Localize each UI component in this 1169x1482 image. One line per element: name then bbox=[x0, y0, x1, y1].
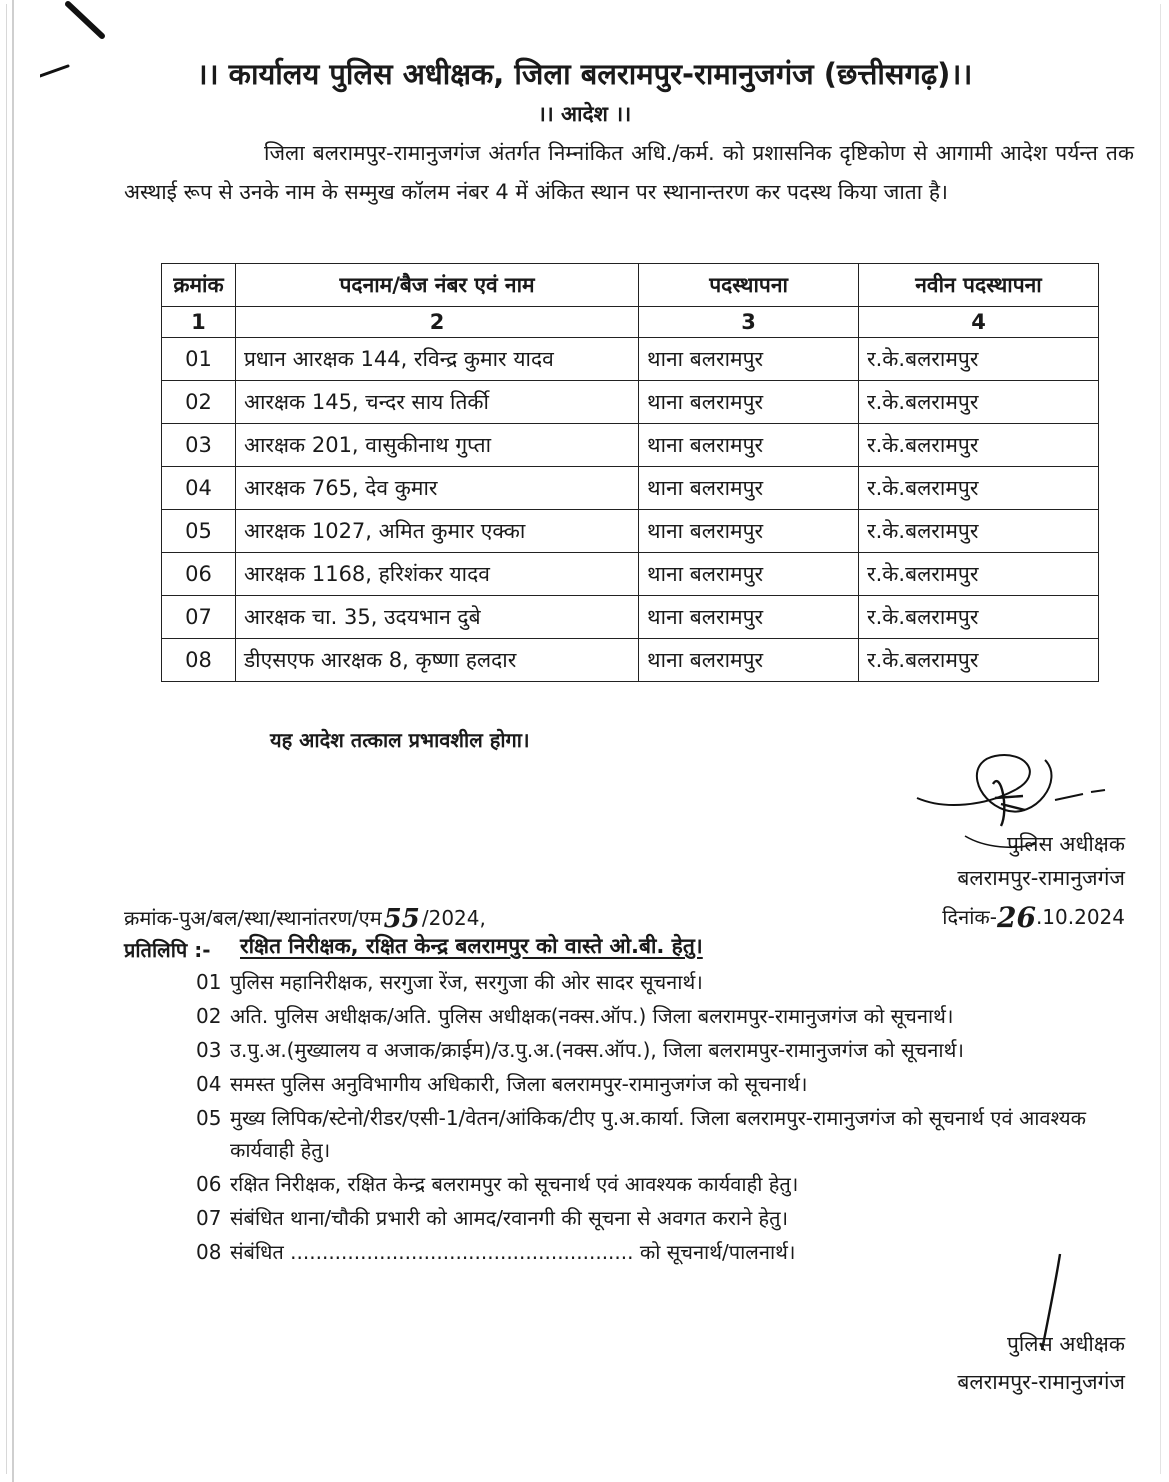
item-text: संबंधित ...................................................... को सूचनार्थ/पालनार्थ। bbox=[230, 1240, 796, 1264]
item-number: 01 bbox=[196, 970, 222, 994]
row-name: आरक्षक 145, चन्दर साय तिर्की bbox=[235, 381, 638, 424]
item-number: 02 bbox=[196, 1004, 222, 1028]
row-new-posting: र.के.बलरामपुर bbox=[859, 596, 1099, 639]
intro-paragraph bbox=[124, 134, 1134, 212]
item-number: 05 bbox=[196, 1106, 222, 1130]
row-current-posting: थाना बलरामपुर bbox=[639, 424, 859, 467]
row-new-posting: र.के.बलरामपुर bbox=[859, 639, 1099, 682]
table-row bbox=[162, 424, 1099, 467]
row-new-posting: र.के.बलरामपुर bbox=[859, 510, 1099, 553]
item-text: मुख्य लिपिक/स्टेनो/रीडर/एसी-1/वेतन/आंकिक/टीए पु.अ.कार्या. जिला बलरामपुर-रामानुजगंज को सूचनार्थ एवं आवश्यक कार्यवाही हेतु। bbox=[230, 1106, 1086, 1162]
copy-list bbox=[196, 966, 1126, 1270]
date-handwritten-day: 26 bbox=[996, 901, 1036, 934]
row-current-posting: थाना बलरामपुर bbox=[639, 596, 859, 639]
row-new-posting: र.के.बलरामपुर bbox=[859, 467, 1099, 510]
row-sno: 08 bbox=[162, 639, 236, 682]
signatory-designation-1: पुलिस अधीक्षक bbox=[1006, 832, 1125, 856]
item-text: अति. पुलिस अधीक्षक/अति. पुलिस अधीक्षक(नक्स.ऑप.) जिला बलरामपुर-रामानुजगंज को सूचनार्थ। bbox=[230, 1004, 954, 1028]
page-edge bbox=[12, 0, 14, 1482]
row-current-posting: थाना बलरामपुर bbox=[639, 639, 859, 682]
header-new-posting: नवीन पदस्थापना bbox=[859, 264, 1099, 307]
signatory-place-1: बलरामपुर-रामानुजगंज bbox=[957, 866, 1125, 890]
order-date bbox=[942, 898, 1125, 934]
row-name: आरक्षक 1168, हरिशंकर यादव bbox=[235, 553, 638, 596]
row-new-posting: र.के.बलरामपुर bbox=[859, 381, 1099, 424]
column-number: 1 bbox=[162, 307, 236, 338]
table-row bbox=[162, 467, 1099, 510]
list-item bbox=[196, 1068, 1126, 1100]
row-sno: 02 bbox=[162, 381, 236, 424]
column-number: 4 bbox=[859, 307, 1099, 338]
reference-prefix: क्रमांक-पुअ/बल/स्था/स्थानांतरण/एम bbox=[124, 906, 382, 930]
column-number: 3 bbox=[639, 307, 859, 338]
table-row bbox=[162, 338, 1099, 381]
item-number: 06 bbox=[196, 1172, 222, 1196]
list-item bbox=[196, 1202, 1126, 1234]
table-header-row bbox=[162, 264, 1099, 307]
item-text: रक्षित निरीक्षक, रक्षित केन्द्र बलरामपुर को सूचनार्थ एवं आवश्यक कार्यवाही हेतु। bbox=[230, 1172, 799, 1196]
header-name: पदनाम/बैज नंबर एवं नाम bbox=[235, 264, 638, 307]
table-row bbox=[162, 510, 1099, 553]
item-text: पुलिस महानिरीक्षक, सरगुजा रेंज, सरगुजा की ओर सादर सूचनार्थ। bbox=[230, 970, 703, 994]
item-number: 07 bbox=[196, 1206, 222, 1230]
header-sno: क्रमांक bbox=[162, 264, 236, 307]
row-sno: 01 bbox=[162, 338, 236, 381]
row-new-posting: र.के.बलरामपुर bbox=[859, 338, 1099, 381]
signatory-place-2: बलरामपुर-रामानुजगंज bbox=[957, 1370, 1125, 1394]
row-sno: 04 bbox=[162, 467, 236, 510]
row-name: आरक्षक 765, देव कुमार bbox=[235, 467, 638, 510]
list-item bbox=[196, 1168, 1126, 1200]
transfer-table bbox=[161, 263, 1099, 682]
copy-label: प्रतिलिपि :- bbox=[124, 938, 211, 962]
reference-suffix: /2024, bbox=[421, 906, 486, 930]
row-name: आरक्षक 1027, अमित कुमार एक्का bbox=[235, 510, 638, 553]
row-name: डीएसएफ आरक्षक 8, कृष्णा हलदार bbox=[235, 639, 638, 682]
intro-text: जिला बलरामपुर-रामानुजगंज अंतर्गत निम्नांकित अधि./कर्म. को प्रशासनिक दृष्टिकोण से आगामी आदेश पर्यन्त तक अस्थाई रूप से उनके नाम के सम्मुख कॉलम नंबर 4 में अंकित स्थान पर स्थानान्तरण कर पदस्थ किया जाता है। bbox=[124, 141, 1134, 204]
item-number: 04 bbox=[196, 1072, 222, 1096]
list-item bbox=[196, 1102, 1126, 1166]
signatory-designation-2: पुलिस अधीक्षक bbox=[1006, 1332, 1125, 1356]
row-name: आरक्षक 201, वासुकीनाथ गुप्ता bbox=[235, 424, 638, 467]
row-sno: 03 bbox=[162, 424, 236, 467]
order-reference bbox=[124, 902, 486, 932]
row-current-posting: थाना बलरामपुर bbox=[639, 381, 859, 424]
table-row bbox=[162, 381, 1099, 424]
row-name: आरक्षक चा. 35, उदयभान दुबे bbox=[235, 596, 638, 639]
row-sno: 06 bbox=[162, 553, 236, 596]
item-text: उ.पु.अ.(मुख्यालय व अजाक/क्राईम)/उ.पु.अ.(नक्स.ऑप.), जिला बलरामपुर-रामानुजगंज को सूचनार्थ। bbox=[230, 1038, 964, 1062]
list-item bbox=[196, 1000, 1126, 1032]
header-posting: पदस्थापना bbox=[639, 264, 859, 307]
list-item bbox=[196, 966, 1126, 998]
item-number: 08 bbox=[196, 1240, 222, 1264]
date-prefix: दिनांक- bbox=[942, 905, 997, 929]
table-row bbox=[162, 553, 1099, 596]
table-row bbox=[162, 639, 1099, 682]
effect-note: यह आदेश तत्काल प्रभावशील होगा। bbox=[270, 728, 530, 752]
reference-handwritten-number: 55 bbox=[383, 904, 420, 934]
item-text: संबंधित थाना/चौकी प्रभारी को आमद/रवानगी की सूचना से अवगत कराने हेतु। bbox=[230, 1206, 789, 1230]
table-row bbox=[162, 596, 1099, 639]
list-item bbox=[196, 1236, 1126, 1268]
row-current-posting: थाना बलरामपुर bbox=[639, 510, 859, 553]
column-number-row bbox=[162, 307, 1099, 338]
order-heading: ।। आदेश ।। bbox=[537, 102, 632, 126]
list-item bbox=[196, 1034, 1126, 1066]
item-number: 03 bbox=[196, 1038, 222, 1062]
row-new-posting: र.के.बलरामपुर bbox=[859, 553, 1099, 596]
row-current-posting: थाना बलरामपुर bbox=[639, 467, 859, 510]
row-sno: 07 bbox=[162, 596, 236, 639]
row-current-posting: थाना बलरामपुर bbox=[639, 338, 859, 381]
column-number: 2 bbox=[235, 307, 638, 338]
row-sno: 05 bbox=[162, 510, 236, 553]
office-title: ।। कार्यालय पुलिस अधीक्षक, जिला बलरामपुर-रामानुजगंज (छत्तीसगढ़)।। bbox=[196, 57, 973, 91]
item-text: समस्त पुलिस अनुविभागीय अधिकारी, जिला बलरामपुर-रामानुजगंज को सूचनार्थ। bbox=[230, 1072, 808, 1096]
row-name: प्रधान आरक्षक 144, रविन्द्र कुमार यादव bbox=[235, 338, 638, 381]
row-new-posting: र.के.बलरामपुर bbox=[859, 424, 1099, 467]
date-suffix: .10.2024 bbox=[1035, 905, 1125, 929]
copy-lead: रक्षित निरीक्षक, रक्षित केन्द्र बलरामपुर को वास्ते ओ.बी. हेतु। bbox=[240, 934, 703, 958]
row-current-posting: थाना बलरामपुर bbox=[639, 553, 859, 596]
